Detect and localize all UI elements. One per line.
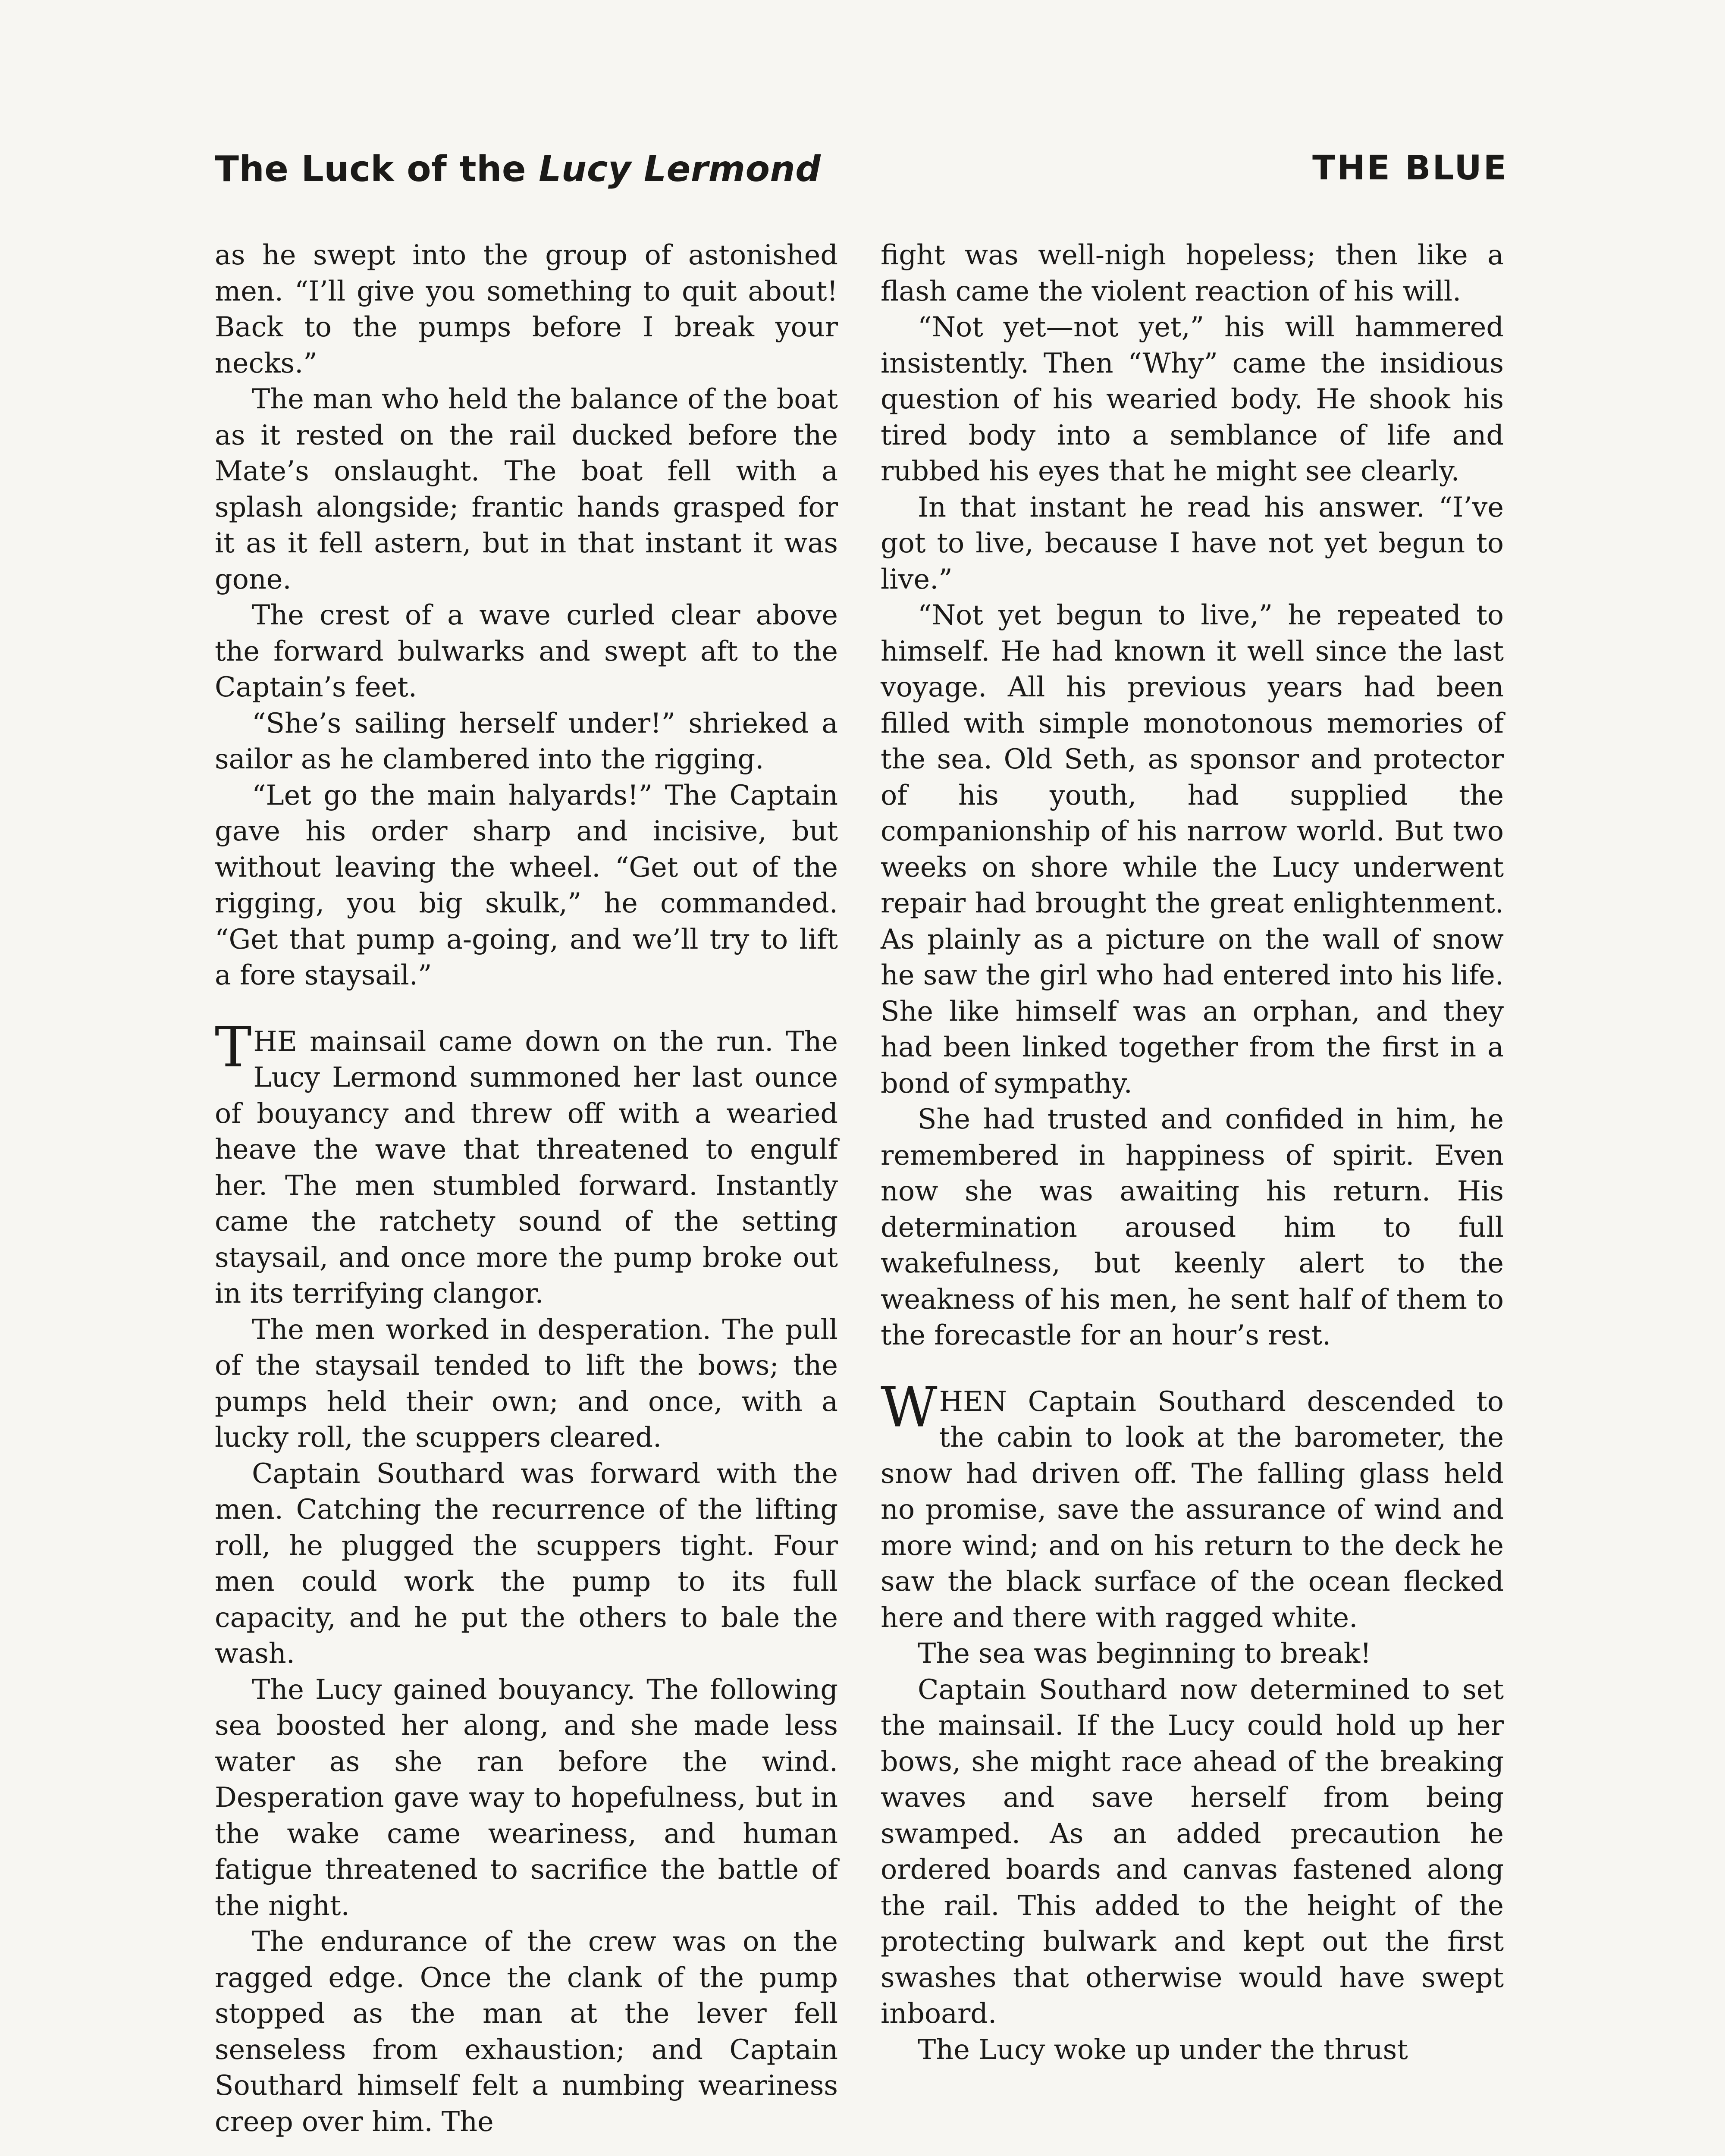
section-text: HE mainsail came down on the run. The Lucy Lermond summoned her last ounce of bouyancy and threw off with a wearied heave the wave that threatened to engulf her. The men stumbled forward. Instantly came the ratchety sound of the setting staysail, and once more the pump broke out in its terrifying clangor. — [215, 1025, 838, 1309]
paragraph: The men worked in desperation. The pull of the staysail tended to lift the bows; the pumps held their own; and once, with a lucky roll, the scuppers cleared. — [215, 1313, 838, 1453]
paragraph: The Lucy woke up under the thrust — [918, 2033, 1408, 2065]
section-paragraph — [215, 1015, 838, 1312]
paragraph: “Not yet—not yet,” his will hammered insistently. Then “Why” came the insidious question of his wearied body. He shook his tired body into a semblance of life and rubbed his eyes that he might see clearly. — [881, 311, 1504, 487]
paragraph: The Lucy gained bouyancy. The following sea boosted her along, and she made less water as she ran before the wind. Desperation gave way to hopefulness, but in the wake came weariness, and human fatigue threatened to sacrifice the battle of the night. — [215, 1673, 838, 1921]
paragraph: She had trusted and confided in him, he remembered in happiness of spirit. Even now she was awaiting his return. His determination aroused him to full wakefulness, but keenly alert to the weakness of his men, he sent half of them to the forecastle for an hour’s rest. — [881, 1103, 1504, 1351]
paragraph: “Not yet begun to live,” he repeated to himself. He had known it well since the last voyage. All his previous years had been filled with simple monotonous memories of the sea. Old Seth, as sponsor and protector of his youth, had supplied the companionship of his narrow world. But two weeks on shore while the Lucy underwent repair had brought the great enlightenment. As plainly as a picture on the wall of snow he saw the girl who had entered into his life. She like himself was an orphan, and they had been linked together from the first in a bond of sympathy. — [881, 599, 1504, 1099]
paragraph: In that instant he read his answer. “I’ve got to live, because I have not yet begun to live.” — [881, 491, 1504, 595]
paragraph: fight was well-nigh hopeless; then like a flash came the violent reaction of his will. — [881, 239, 1504, 307]
section-paragraph — [881, 1375, 1504, 1636]
title-plain: The Luck of the — [215, 149, 539, 190]
title-italic: Lucy Lermond — [539, 149, 821, 190]
paragraph: The man who held the balance of the boat as it rested on the rail ducked before the Mate’s onslaught. The boat fell with a splash alongside; frantic hands grasped for it as it fell astern, but in that instant it was gone. — [215, 383, 838, 595]
paragraph: The crest of a wave curled clear above the forward bulwarks and swept aft to the Captain’s feet. — [215, 599, 838, 703]
drop-cap: W — [881, 1375, 938, 1440]
left-column — [215, 237, 838, 2140]
section-text: HEN Captain Southard descended to the cabin to look at the barometer, the snow had driven off. The falling glass held no promise, save the assurance of wind and more wind; and on his return to the deck he saw the black surface of the ocean flecked here and there with ragged white. — [881, 1385, 1504, 1633]
paragraph: The endurance of the crew was on the ragged edge. Once the clank of the pump stopped as the man at the lever fell senseless from exhaustion; and Captain Southard himself felt a numbing weariness creep over him. The — [215, 1925, 838, 2137]
paragraph: The sea was beginning to break! — [918, 1637, 1371, 1669]
running-head — [215, 149, 1508, 196]
magazine-name: THE BLUE — [1312, 149, 1508, 188]
right-column — [881, 237, 1504, 2068]
running-title — [215, 149, 821, 190]
paragraph: “Let go the main halyards!” The Captain gave his order sharp and incisive, but without leaving the wheel. “Get out of the rigging, you big skulk,” he commanded. “Get that pump a-going, and we’ll try to lift a fore staysail.” — [215, 779, 838, 991]
paragraph: “She’s sailing herself under!” shrieked a sailor as he clambered into the rigging. — [215, 707, 838, 775]
paragraph: Captain Southard now determined to set the mainsail. If the Lucy could hold up her bows, she might race ahead of the breaking waves and save herself from being swamped. As an added precaution he ordered boards and canvas fastened along the rail. This added to the height of the protecting bulwark and kept out the first swashes that otherwise would have swept inboard. — [881, 1673, 1504, 2029]
paragraph: as he swept into the group of astonished men. “I’ll give you something to quit about! Back to the pumps before I break your necks.” — [215, 239, 838, 379]
paragraph: Captain Southard was forward with the men. Catching the recurrence of the lifting roll, he plugged the scuppers tight. Four men could work the pump to its full capacity, and he put the others to bale the wash. — [215, 1457, 838, 1669]
drop-cap: T — [215, 1015, 252, 1080]
